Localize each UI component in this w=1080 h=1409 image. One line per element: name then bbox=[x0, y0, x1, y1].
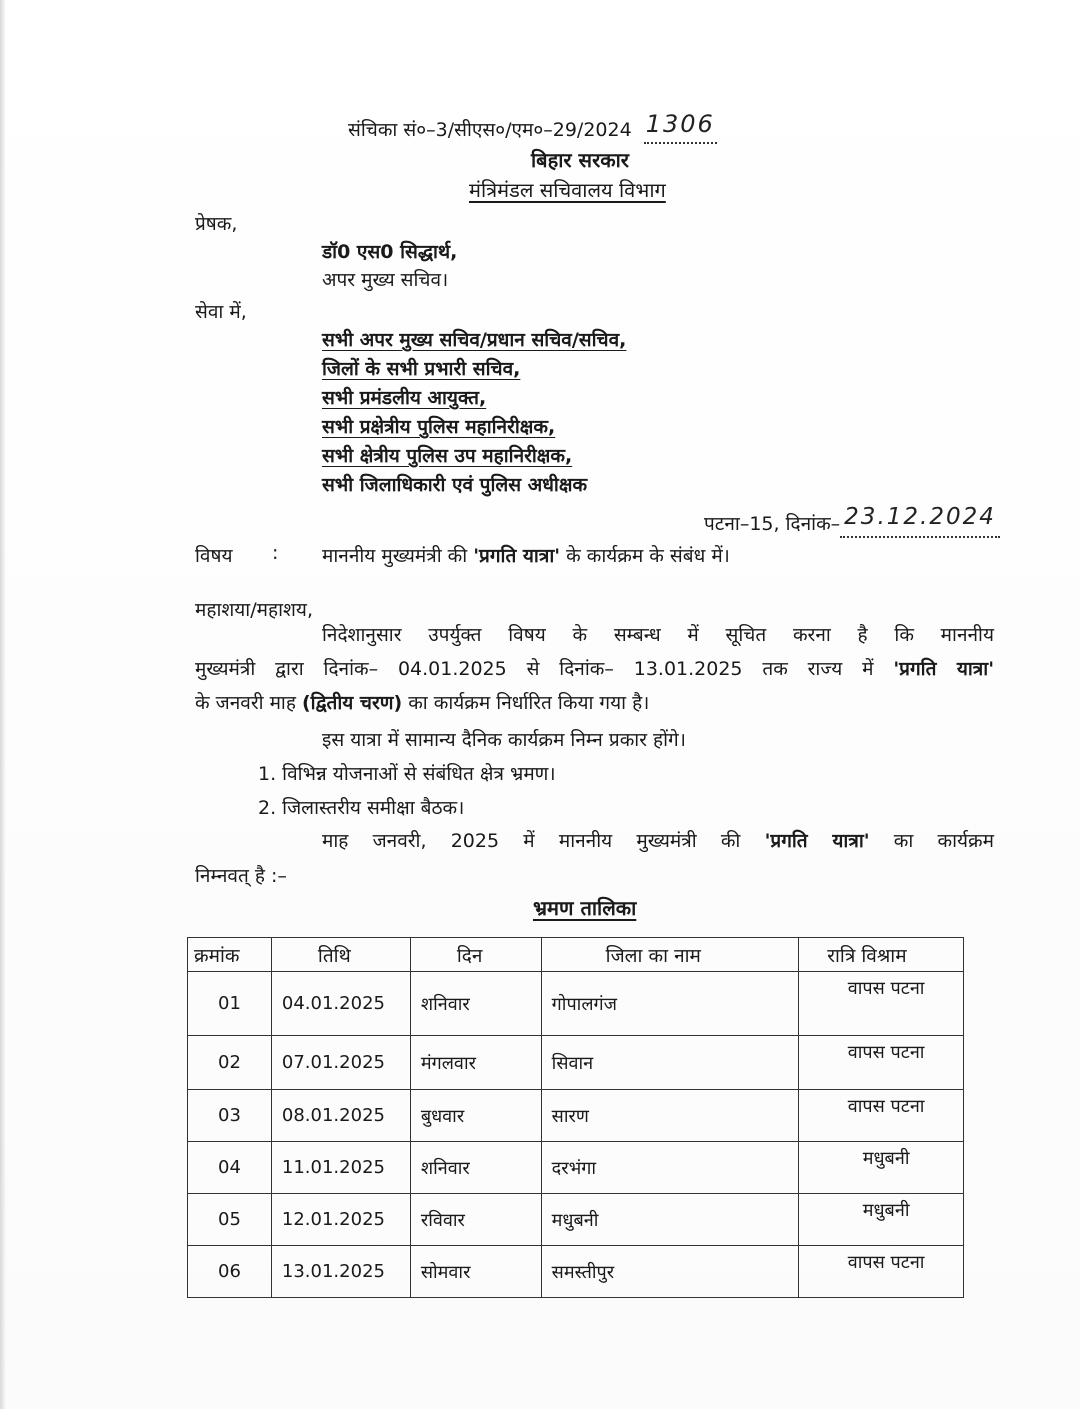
para2: इस यात्रा में सामान्य दैनिक कार्यक्रम निम्न प्रकार होंगे। bbox=[322, 729, 686, 751]
para3-line1 bbox=[322, 824, 994, 858]
serial-cell: 01 bbox=[188, 972, 272, 1036]
file-reference-line bbox=[348, 110, 717, 144]
date-handwritten: 23.12.2024 bbox=[844, 504, 996, 530]
day-cell: रविवार bbox=[410, 1194, 541, 1246]
day-cell: शनिवार bbox=[410, 972, 541, 1036]
day-cell: बुधवार bbox=[410, 1090, 541, 1142]
serial-cell: 04 bbox=[188, 1142, 272, 1194]
recipient-line: सभी अपर मुख्य सचिव/प्रधान सचिव/सचिव, bbox=[322, 329, 627, 351]
table-row bbox=[188, 1090, 964, 1142]
table-row bbox=[188, 1142, 964, 1194]
file-reference: संचिका सं०–3/सीएस०/एम०–29/2024 bbox=[348, 119, 632, 141]
recipient-line: सभी जिलाधिकारी एवं पुलिस अधीक्षक bbox=[322, 474, 588, 496]
government-name: बिहार सरकार bbox=[531, 148, 629, 172]
para1-line3-text: का कार्यक्रम निर्धारित किया गया है। bbox=[402, 692, 650, 714]
date-cell: 12.01.2025 bbox=[271, 1194, 410, 1246]
day-cell: मंगलवार bbox=[410, 1036, 541, 1090]
district-cell: गोपालगंज bbox=[541, 972, 799, 1036]
table-row bbox=[188, 1036, 964, 1090]
table-row bbox=[188, 1194, 964, 1246]
salutation: महाशया/महाशय, bbox=[195, 599, 313, 621]
recipient-line: सभी क्षेत्रीय पुलिस उप महानिरीक्षक, bbox=[322, 445, 573, 467]
list-item: 2. जिलास्तरीय समीक्षा बैठक। bbox=[258, 797, 465, 819]
para1-line1-text: निदेशानुसार उपर्युक्त विषय के सम्बन्ध में सूचित करना है कि माननीय bbox=[322, 624, 994, 646]
para1-highlight: 'प्रगति यात्रा' bbox=[893, 658, 995, 680]
file-number-blank bbox=[644, 110, 717, 144]
day-cell: शनिवार bbox=[410, 1142, 541, 1194]
day-cell: सोमवार bbox=[410, 1246, 541, 1298]
night-stay-cell: मधुबनी bbox=[799, 1142, 964, 1194]
department-name: मंत्रिमंडल सचिवालय विभाग bbox=[469, 178, 666, 202]
date-cell: 11.01.2025 bbox=[271, 1142, 410, 1194]
recipients-label: सेवा में, bbox=[195, 301, 247, 323]
district-cell: सारण bbox=[541, 1090, 799, 1142]
serial-cell: 05 bbox=[188, 1194, 272, 1246]
list-item: 1. विभिन्न योजनाओं से संबंधित क्षेत्र भ्रमण। bbox=[258, 763, 556, 785]
table-title: भ्रमण तालिका bbox=[533, 896, 637, 920]
subject-colon: : bbox=[272, 542, 279, 564]
sender-name: डॉ0 एस0 सिद्धार्थ, bbox=[322, 241, 458, 263]
subject-text bbox=[322, 542, 730, 568]
night-stay-cell: वापस पटना bbox=[799, 1090, 964, 1142]
itinerary-table bbox=[187, 937, 964, 1298]
night-stay-cell: वापस पटना bbox=[799, 1246, 964, 1298]
table-header-row bbox=[188, 938, 964, 972]
district-cell: सिवान bbox=[541, 1036, 799, 1090]
para1-line2 bbox=[195, 652, 994, 686]
table-row bbox=[188, 1246, 964, 1298]
para3-highlight: 'प्रगति यात्रा' bbox=[764, 830, 870, 852]
table-row bbox=[188, 972, 964, 1036]
date-cell: 04.01.2025 bbox=[271, 972, 410, 1036]
serial-cell: 02 bbox=[188, 1036, 272, 1090]
column-header: तिथि bbox=[271, 938, 410, 972]
recipient-line: सभी प्रक्षेत्रीय पुलिस महानिरीक्षक, bbox=[322, 416, 556, 438]
subject-text-part: माननीय मुख्यमंत्री की bbox=[322, 545, 474, 567]
recipient-line: सभी प्रमंडलीय आयुक्त, bbox=[322, 387, 487, 409]
column-header: रात्रि विश्राम bbox=[799, 938, 964, 972]
date-cell: 08.01.2025 bbox=[271, 1090, 410, 1142]
district-cell: दरभंगा bbox=[541, 1142, 799, 1194]
phase-highlight: (द्वितीय चरण) bbox=[301, 692, 403, 714]
sender-label: प्रेषक, bbox=[195, 213, 238, 235]
night-stay-cell: मधुबनी bbox=[799, 1194, 964, 1246]
column-header: जिला का नाम bbox=[541, 938, 799, 972]
para1-line2-text: मुख्यमंत्री द्वारा दिनांक– 04.01.2025 से दिनांक– 13.01.2025 तक राज्य में bbox=[195, 658, 894, 680]
place-date-label: पटना–15, दिनांक– bbox=[704, 513, 841, 535]
night-stay-cell: वापस पटना bbox=[799, 1036, 964, 1090]
subject-text-part: के कार्यक्रम के संबंध में। bbox=[560, 545, 730, 567]
para1-line3 bbox=[195, 686, 649, 720]
para3-text: माह जनवरी, 2025 में माननीय मुख्यमंत्री की bbox=[322, 830, 765, 852]
subject-label: विषय bbox=[195, 545, 233, 567]
date-blank bbox=[840, 504, 1000, 538]
date-cell: 07.01.2025 bbox=[271, 1036, 410, 1090]
recipient-line: जिलों के सभी प्रभारी सचिव, bbox=[322, 358, 521, 380]
night-stay-cell: वापस पटना bbox=[799, 972, 964, 1036]
para1-line1 bbox=[322, 618, 994, 652]
para3-text: का कार्यक्रम bbox=[869, 830, 995, 852]
district-cell: मधुबनी bbox=[541, 1194, 799, 1246]
page-edge-shadow bbox=[0, 0, 6, 1409]
sender-designation: अपर मुख्य सचिव। bbox=[322, 269, 449, 291]
column-header: दिन bbox=[410, 938, 541, 972]
district-cell: समस्तीपुर bbox=[541, 1246, 799, 1298]
subject-highlight: 'प्रगति यात्रा' bbox=[473, 545, 561, 567]
file-number-handwritten: 1306 bbox=[645, 110, 715, 138]
serial-cell: 06 bbox=[188, 1246, 272, 1298]
column-header: क्रमांक bbox=[188, 938, 272, 972]
place-date bbox=[704, 504, 1000, 538]
para3-line2: निम्नवत् है :– bbox=[195, 865, 287, 887]
para1-line3-text: के जनवरी माह bbox=[195, 692, 302, 714]
serial-cell: 03 bbox=[188, 1090, 272, 1142]
date-cell: 13.01.2025 bbox=[271, 1246, 410, 1298]
